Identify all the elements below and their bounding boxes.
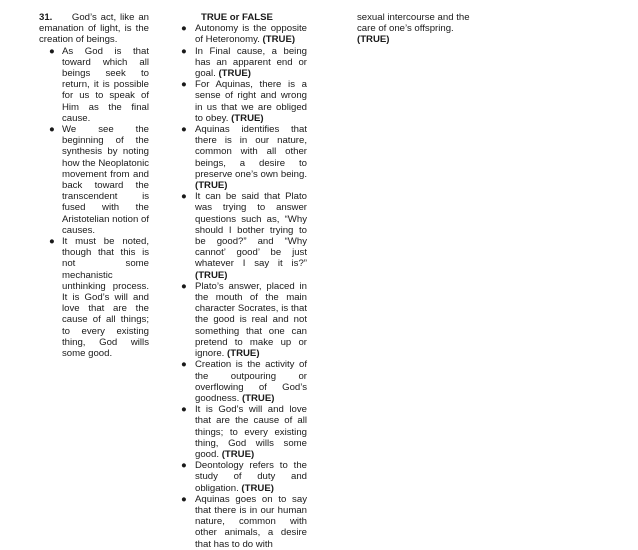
column-2 xyxy=(173,12,307,550)
answer-label: (TRUE) xyxy=(231,112,264,124)
list-item xyxy=(173,281,307,359)
bullet-icon: ● xyxy=(181,79,187,91)
statement-text: For Aquinas, there is a sense of right and wrong in us that we are obliged to obey. xyxy=(195,79,307,124)
bullet-list xyxy=(39,46,149,360)
answer-label: (TRUE) xyxy=(195,180,228,192)
continued-text: sexual intercourse and the care of one’s offspring. xyxy=(357,12,470,35)
list-item xyxy=(173,494,307,550)
bullet-icon: ● xyxy=(181,124,187,136)
bullet-icon: ● xyxy=(181,359,187,371)
list-item xyxy=(173,404,307,460)
answer-label: (TRUE) xyxy=(195,269,228,281)
list-item xyxy=(39,46,149,124)
bullet-icon: ● xyxy=(49,236,55,248)
answer-label: (TRUE) xyxy=(241,392,275,404)
list-item xyxy=(173,460,307,494)
bullet-icon: ● xyxy=(49,124,55,136)
bullet-icon: ● xyxy=(181,404,187,416)
statement-text: Creation is the activity of the outpouring or overflowing of God’s goodness. xyxy=(195,359,307,404)
list-item-text: We see the beginning of the synthesis by noting how the Neoplatonic movement from and back toward the transcendent is fused with the Aristotelian notion of causes. xyxy=(62,124,149,236)
bullet-icon: ● xyxy=(181,280,187,292)
list-item xyxy=(39,236,149,359)
list-item-text: As God is that toward which all beings seek to return, it is possible for us to speak of Him as the final cause. xyxy=(62,45,149,124)
answer-label: (TRUE) xyxy=(218,68,251,80)
true-false-list xyxy=(173,23,307,550)
bullet-icon: ● xyxy=(49,45,55,57)
bullet-icon: ● xyxy=(181,23,187,35)
answer-label: (TRUE) xyxy=(221,448,255,460)
statement-text: Autonomy is the opposite of Heteronomy. xyxy=(195,23,307,46)
answer-label: (TRUE) xyxy=(357,34,390,46)
column-3 xyxy=(357,12,475,46)
list-item xyxy=(173,124,307,191)
statement-text: Plato’s answer, placed in the mouth of the main character Socrates, is that the good is real and not something that one can pretend to make up or ignore. xyxy=(195,280,307,360)
intro-paragraph xyxy=(39,12,149,46)
list-item xyxy=(173,46,307,80)
statement-text: Aquinas identifies that there is in our nature, common with all other beings, a desire to preserve one’s own being. xyxy=(195,124,307,180)
bullet-icon: ● xyxy=(181,493,187,505)
column-1 xyxy=(39,12,149,359)
list-item xyxy=(173,359,307,404)
bullet-icon: ● xyxy=(181,191,187,203)
answer-label: (TRUE) xyxy=(262,34,296,46)
item-number: 31. xyxy=(39,12,53,23)
section-heading: TRUE or FALSE xyxy=(201,12,273,23)
bullet-icon: ● xyxy=(181,460,187,472)
intro-text: God’s act, like an emanation of light, is the creation of beings. xyxy=(39,12,150,46)
statement-text: In Final cause, a being has an apparent end or goal. xyxy=(195,45,307,80)
statement-text: It can be said that Plato was trying to answer questions such as, “Why should I bother trying to be good?” and “Why cannot’ good’ be just whatever I say it is?” xyxy=(195,191,307,270)
list-item xyxy=(173,23,307,45)
list-item-text: It must be noted, though that this is not some mechanistic unthinking process. It is God’s will and love that are the cause of all things; to every existing thing, God wills some good. xyxy=(62,236,149,360)
bullet-icon: ● xyxy=(181,45,187,57)
statement-text: Deontology refers to the study of duty and obligation. xyxy=(195,460,307,494)
answer-label: (TRUE) xyxy=(241,482,274,494)
list-item xyxy=(173,191,307,281)
statement-text: It is God’s will and love that are the cause of all things; to every existing thing, God wills some good. xyxy=(195,404,307,460)
list-item xyxy=(39,124,149,236)
statement-text: Aquinas goes on to say that there is in our human nature, common with other animals, a desire that has to do with xyxy=(195,493,307,550)
answer-label: (TRUE) xyxy=(227,348,260,360)
list-item xyxy=(173,79,307,124)
